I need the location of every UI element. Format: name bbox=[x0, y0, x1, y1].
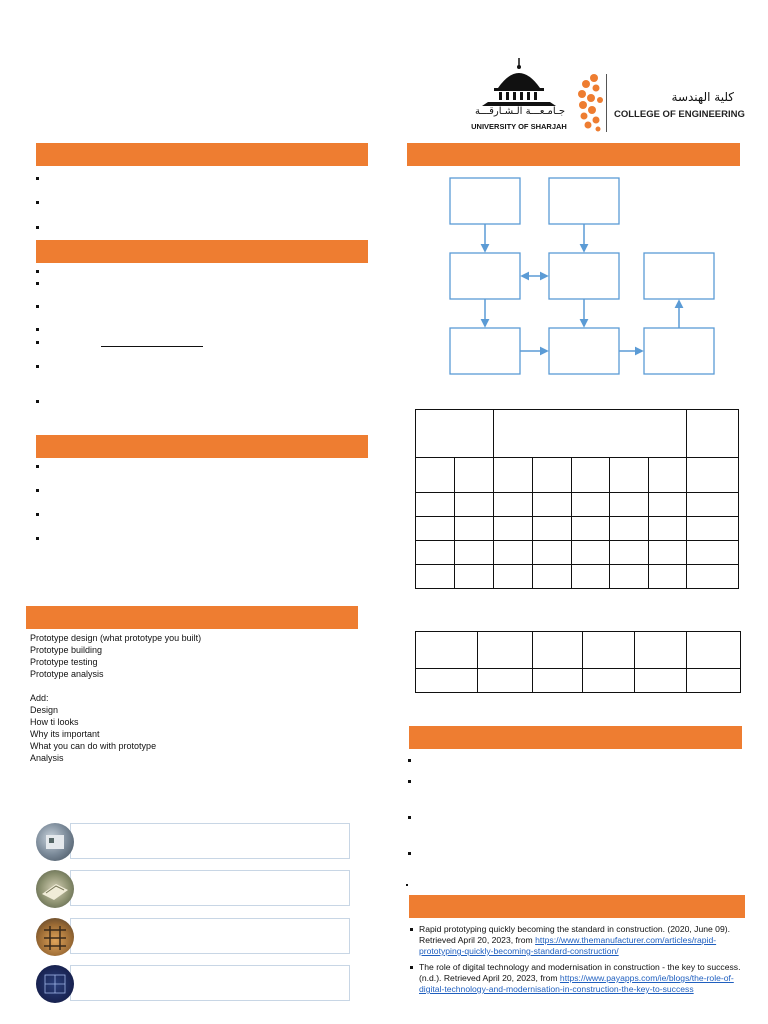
table-cell bbox=[687, 493, 739, 517]
flow-box bbox=[450, 178, 520, 224]
table-cell bbox=[493, 493, 532, 517]
flow-box bbox=[644, 328, 714, 374]
college-name: COLLEGE OF ENGINEERING bbox=[614, 109, 745, 120]
image-row-1 bbox=[36, 823, 350, 859]
university-logo bbox=[466, 56, 572, 134]
university-name: UNIVERSITY OF SHARJAH bbox=[471, 122, 567, 131]
dot-mark bbox=[406, 884, 408, 886]
reference-link[interactable]: https://www.themanufacturer.com/articles/rapid-prototyping-quickly-becoming-standard-construction/ bbox=[419, 935, 717, 956]
table-cell bbox=[571, 493, 610, 517]
table-cell bbox=[493, 541, 532, 565]
prototype-line: Prototype testing bbox=[30, 657, 98, 667]
section-header-band-6 bbox=[409, 726, 742, 749]
bullet bbox=[36, 270, 39, 273]
bullet bbox=[36, 177, 39, 180]
table-cell bbox=[416, 541, 455, 565]
add-item: Analysis bbox=[30, 753, 64, 763]
prototype-line: Prototype building bbox=[30, 645, 103, 655]
section-header-band-1 bbox=[36, 143, 368, 166]
flow-box bbox=[644, 253, 714, 299]
college-arabic-name: كلية الهندسة bbox=[671, 90, 734, 104]
table-cell bbox=[610, 517, 649, 541]
table-cell bbox=[532, 458, 571, 493]
bullet bbox=[410, 928, 413, 931]
table-cell bbox=[416, 565, 455, 589]
table-cell bbox=[687, 541, 739, 565]
table-cell bbox=[687, 669, 741, 693]
reference-item bbox=[419, 924, 754, 957]
prototype-text bbox=[30, 632, 350, 764]
table-cell bbox=[610, 565, 649, 589]
table-cell bbox=[532, 517, 571, 541]
table-cell bbox=[610, 493, 649, 517]
section-header-band-4 bbox=[26, 606, 358, 629]
table-cell bbox=[649, 541, 687, 565]
bullet bbox=[36, 489, 39, 492]
bullet bbox=[36, 226, 39, 229]
add-item: Why its important bbox=[30, 729, 100, 739]
flow-box bbox=[549, 178, 619, 224]
add-item: Design bbox=[30, 705, 59, 715]
section-header-band-3 bbox=[36, 435, 368, 458]
table-cell bbox=[532, 541, 571, 565]
bullet bbox=[36, 365, 39, 368]
college-logo bbox=[574, 70, 744, 134]
table-cell bbox=[610, 458, 649, 493]
reference-item bbox=[419, 962, 754, 995]
table-cell bbox=[649, 458, 687, 493]
model-photo-icon bbox=[36, 870, 74, 908]
section-header-band-2 bbox=[36, 240, 368, 263]
data-table-2 bbox=[415, 631, 741, 693]
logo-divider bbox=[606, 74, 607, 132]
reference-text: Rapid prototyping quickly becoming the standard in construction. (2020, June 09). Retrieved April 20, 2023, from bbox=[419, 924, 730, 945]
table-cell bbox=[454, 493, 493, 517]
construction-photo-icon bbox=[36, 918, 74, 956]
bullet bbox=[408, 852, 411, 855]
reference-link[interactable]: https://www.payapps.com/ie/blogs/the-role-of-digital-technology-and-modernisation-in-construction-the-key-to-success bbox=[419, 973, 734, 994]
bullet bbox=[36, 282, 39, 285]
university-arabic-name: جـامـعـــة الـشـارقـــة bbox=[474, 106, 565, 117]
table-cell bbox=[687, 517, 739, 541]
references-header-band bbox=[409, 895, 745, 918]
add-item: What you can do with prototype bbox=[30, 741, 157, 751]
table-cell bbox=[493, 410, 686, 458]
bullet bbox=[36, 513, 39, 516]
bullet bbox=[36, 341, 39, 344]
table-cell bbox=[635, 632, 687, 669]
table-cell bbox=[477, 632, 532, 669]
table-cell bbox=[687, 565, 739, 589]
flow-box bbox=[450, 328, 520, 374]
add-label: Add: bbox=[30, 693, 49, 703]
table-cell bbox=[416, 458, 455, 493]
table-cell bbox=[477, 669, 532, 693]
prototype-line: Prototype design (what prototype you built) bbox=[30, 633, 202, 643]
table-cell bbox=[416, 493, 455, 517]
flow-box bbox=[549, 328, 619, 374]
table-cell bbox=[416, 410, 494, 458]
bullet bbox=[410, 966, 413, 969]
table-cell bbox=[571, 541, 610, 565]
table-cell bbox=[649, 517, 687, 541]
bullet bbox=[36, 328, 39, 331]
bullet bbox=[36, 201, 39, 204]
table-cell bbox=[583, 632, 635, 669]
table-cell bbox=[571, 565, 610, 589]
table-cell bbox=[583, 669, 635, 693]
table-cell bbox=[454, 565, 493, 589]
table-cell bbox=[649, 565, 687, 589]
bullet bbox=[408, 759, 411, 762]
dome-icon bbox=[466, 56, 572, 108]
table-cell bbox=[416, 517, 455, 541]
table-cell bbox=[416, 669, 478, 693]
machine-photo-icon bbox=[36, 823, 74, 861]
ornament-icon bbox=[574, 70, 608, 134]
table-cell bbox=[687, 632, 741, 669]
table-cell bbox=[493, 565, 532, 589]
table-cell bbox=[416, 632, 478, 669]
add-item: How ti looks bbox=[30, 717, 79, 727]
table-cell bbox=[532, 493, 571, 517]
flow-box bbox=[549, 253, 619, 299]
bullet bbox=[408, 816, 411, 819]
table-cell bbox=[571, 517, 610, 541]
prototype-line: Prototype analysis bbox=[30, 669, 104, 679]
table-cell bbox=[610, 541, 649, 565]
flow-diagram bbox=[440, 174, 730, 379]
blueprint-photo-icon bbox=[36, 965, 74, 1003]
section-header-band-5 bbox=[407, 143, 740, 166]
reference-text: The role of digital technology and modernisation in construction - the key to success. (n.d.). Retrieved April 20, 2023, from bbox=[419, 962, 741, 983]
table-cell bbox=[635, 669, 687, 693]
bullet bbox=[36, 537, 39, 540]
bullet bbox=[36, 305, 39, 308]
bullet bbox=[408, 780, 411, 783]
table-cell bbox=[649, 493, 687, 517]
bullet bbox=[36, 400, 39, 403]
bullet bbox=[36, 465, 39, 468]
data-table-1 bbox=[415, 409, 739, 589]
table-cell bbox=[571, 458, 610, 493]
table-cell bbox=[493, 458, 532, 493]
table-cell bbox=[687, 458, 739, 493]
image-row-2 bbox=[36, 870, 350, 906]
table-cell bbox=[493, 517, 532, 541]
table-cell bbox=[532, 632, 583, 669]
table-cell bbox=[454, 541, 493, 565]
flow-box bbox=[450, 253, 520, 299]
underline-blank bbox=[101, 346, 203, 347]
image-row-4 bbox=[36, 965, 350, 1001]
image-row-3 bbox=[36, 918, 350, 954]
table-cell bbox=[532, 565, 571, 589]
table-cell bbox=[532, 669, 583, 693]
table-cell bbox=[687, 410, 739, 458]
table-cell bbox=[454, 458, 493, 493]
table-cell bbox=[454, 517, 493, 541]
